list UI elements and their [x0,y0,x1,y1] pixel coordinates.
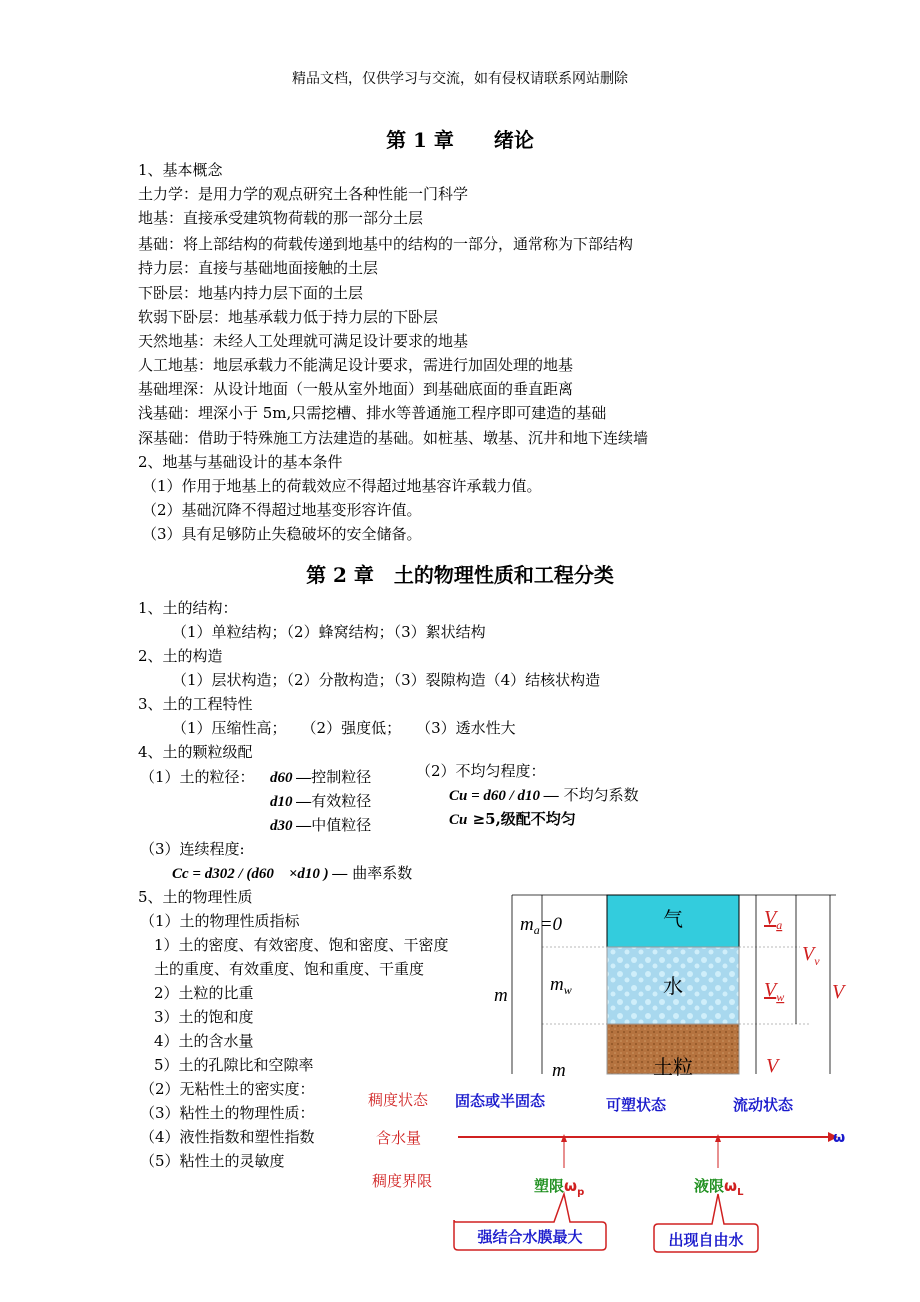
physical-item-2: 2）土粒的比重 [154,984,254,1002]
d10-symbol: d10 — [270,794,312,810]
chapter-1-line: 深基础：借助于特殊施工方法建造的基础。如桩基、墩基、沉井和地下连续墙 [138,429,649,447]
phase-diagram [490,886,845,1081]
section-structure: 1、土的结构： [138,599,238,617]
chapter-1-line: 1、基本概念 [138,161,223,179]
vv-symbol: V [802,943,815,965]
chapter-1-line: 软弱下卧层：地基承载力低于持力层的下卧层 [138,308,439,326]
chapter-1-line: 地基：直接承受建筑物荷载的那一部分土层 [138,209,424,227]
physical-item-1: 1）土的密度、有效密度、饱和密度、干密度 [154,936,449,954]
chapter-1-line: 基础：将上部结构的荷载传递到地基中的结构的一部分，通常称为下部结构 [138,235,634,253]
chapter-1-title: 第 1 章 绪论 [386,128,534,152]
water-content-label: 含水量 [376,1129,422,1147]
chapter-1-line: 天然地基：未经人工处理就可满足设计要求的地基 [138,332,469,350]
state-plastic: 可塑状态 [606,1096,667,1114]
section-fabric: 2、土的构造 [138,647,223,665]
cu-formula: Cu = d60 / d10 — [449,788,559,804]
cu-text: 不均匀系数 [558,786,639,804]
state-liquid: 流动状态 [733,1096,794,1114]
physical-indices-lp: （4）液性指数和塑性指数 [140,1128,315,1146]
callout-strong-film-text: 强结合水膜最大 [477,1228,583,1246]
physical-item-3: 3）土的饱和度 [154,1008,254,1026]
chapter-1-line: 下卧层：地基内持力层下面的土层 [138,284,364,302]
d60-symbol: d60 — [270,770,312,786]
chapter-2-title: 第 2 章 土的物理性质和工程分类 [306,563,614,587]
chapter-1-line: （2）基础沉降不得超过地基变形容许值。 [142,501,422,519]
physical-density: （2）无粘性土的密实度： [140,1080,315,1098]
svg-text:Vv [802,943,820,968]
physical-cohesive: （3）粘性土的物理性质： [140,1104,315,1122]
svg-text:Vw [764,979,784,1004]
chapter-1-line: （1）作用于地基上的荷载效应不得超过地基容许承载力值。 [142,477,542,495]
physical-item-1b: 土的重度、有效重度、饱和重度、干重度 [154,960,425,978]
section-grading: 4、土的颗粒级配 [138,743,253,761]
cc-text: 曲率系数 [347,864,413,882]
va-sub: a [776,918,783,932]
chapter-1-line: 2、地基与基础设计的基本条件 [138,453,343,471]
vw-sub: w [776,990,785,1004]
omega-axis-label: ω [833,1130,846,1146]
ma-symbol: m [520,914,534,935]
physical-item-4: 4）土的含水量 [154,1032,254,1050]
svg-text:Va [764,907,782,932]
soil-label: 土粒 [653,1055,693,1079]
vs-symbol: V [766,1055,779,1077]
svg-text:液限ωL [694,1177,744,1198]
mw-sub: w [563,983,572,997]
fabric-list: （1）层状构造；（2）分散构造；（3）裂隙构造（4）结核状构造 [172,671,601,689]
chapter-1-line: 持力层：直接与基础地面接触的土层 [138,259,379,277]
gas-label: 气 [663,907,683,931]
plastic-limit-sub: p [577,1187,585,1198]
d60-text: 控制粒径 [311,768,372,786]
cc-formula: Cc = d302 / (d60 ×d10 ) — [172,866,348,882]
m-total: m [494,985,508,1006]
section-physical: 5、土的物理性质 [138,888,253,906]
consistency-state-label: 稠度状态 [368,1091,429,1109]
v-total: V [832,981,845,1003]
consistency-limit-label: 稠度界限 [372,1172,433,1190]
water-label: 水 [663,974,683,998]
d30-text: 中值粒径 [311,816,372,834]
uniformity-label: （2）不均匀程度： [416,762,546,780]
grain-size-label: （1）土的粒径： [140,768,255,786]
chapter-1-line: 基础埋深：从设计地面（一般从室外地面）到基础底面的垂直距离 [138,380,574,398]
structure-list: （1）单粒结构；（2）蜂窝结构；（3）絮状结构 [172,623,486,641]
d10-text: 有效粒径 [311,792,372,810]
chapter-1-line: （3）具有足够防止失稳破坏的安全储备。 [142,525,422,543]
ma-sub: a [533,923,540,937]
consistency-diagram [358,1076,848,1258]
plastic-limit: 塑限 [534,1177,565,1195]
chapter-1-line: 浅基础：埋深小于 5m,只需挖槽、排水等普通施工程序即可建造的基础 [138,404,607,422]
vw-symbol: V [764,979,777,1001]
vv-sub: v [814,954,820,968]
continuity-label: （3）连续程度: [140,840,245,858]
page-header: 精品文档，仅供学习与交流，如有侵权请联系网站删除 [292,71,628,87]
chapter-1-line: 人工地基：地层承载力不能满足设计要求，需进行加固处理的地基 [138,356,574,374]
liquid-limit: 液限 [694,1177,725,1195]
physical-indices: （1）土的物理性质指标 [140,912,300,930]
svg-text:塑限ωp [534,1177,584,1198]
properties-list: （1）压缩性高； （2）强度低； （3）透水性大 [172,719,516,737]
physical-item-5: 5）土的孔隙比和空隙率 [154,1056,314,1074]
liquid-limit-symbol: ω [724,1177,738,1195]
cu-symbol: Cu [449,812,468,828]
cu-criterion: ≥5,级配不均匀 [467,810,576,828]
svg-text:ma=0 [520,914,563,937]
ms-symbol: m [552,1060,566,1081]
callout-free-water-text: 出现自由水 [668,1231,744,1249]
d30-symbol: d30 — [270,818,312,834]
ma-eq: =0 [539,914,563,935]
mw-symbol: m [550,974,564,995]
va-symbol: V [764,907,777,929]
section-properties: 3、土的工程特性 [138,695,253,713]
liquid-limit-sub: L [737,1187,744,1198]
state-solid: 固态或半固态 [455,1092,546,1110]
chapter-1-line: 土力学：是用力学的观点研究土各种性能一门科学 [138,185,469,203]
plastic-limit-symbol: ω [564,1177,578,1195]
physical-sensitivity: （5）粘性土的灵敏度 [140,1152,285,1170]
svg-text:mw [550,974,572,997]
